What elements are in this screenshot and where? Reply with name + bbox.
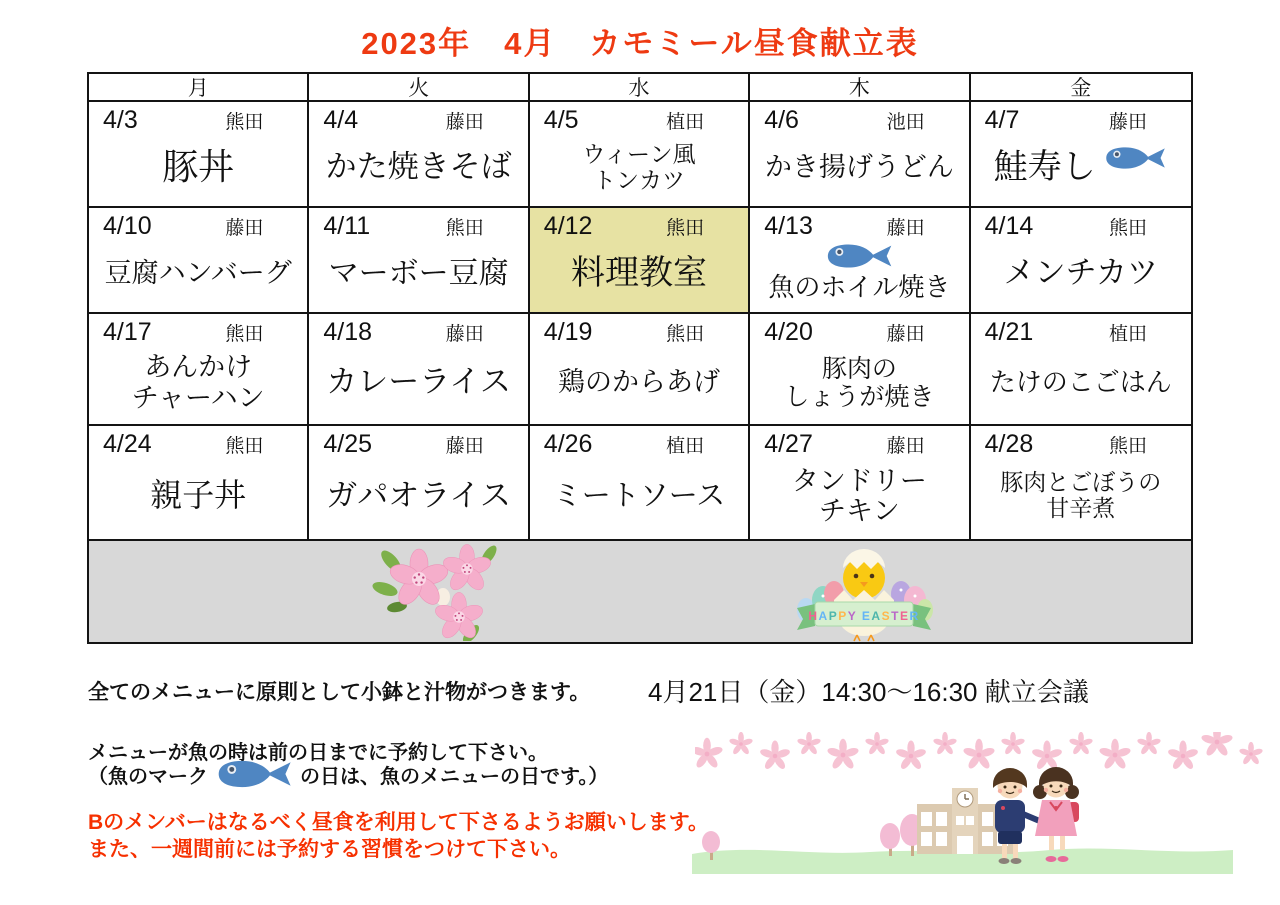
day-header-wed: 水 <box>530 74 750 102</box>
cell-menu: 鶏のからあげ <box>557 367 720 398</box>
cell-teacher: 植田 <box>1108 324 1147 345</box>
cell-teacher: 藤田 <box>445 324 484 345</box>
cell-date: 4/18 <box>323 318 373 346</box>
cell-menu: 魚のホイル焼き <box>750 241 968 312</box>
menu-cell-4-27 <box>750 426 970 541</box>
note-fish-reserve: メニューが魚の時は前の日までに予約して下さい。 <box>88 742 548 764</box>
day-header-thu: 木 <box>750 74 970 102</box>
cell-date: 4/7 <box>984 106 1020 134</box>
cell-menu: ミートソース <box>552 479 726 512</box>
cell-date: 4/26 <box>543 430 593 458</box>
cell-date: 4/19 <box>543 318 593 346</box>
cell-teacher: 熊田 <box>666 324 705 345</box>
cell-menu: タンドリー チキン <box>791 465 927 526</box>
cell-teacher: 植田 <box>666 436 705 457</box>
note-fish-mark: （魚のマーク の日は、魚のメニューの日です。） <box>88 757 608 791</box>
menu-cell-4-3 <box>89 102 309 208</box>
school-children-illustration <box>690 758 1250 888</box>
menu-cell-4-11 <box>309 208 529 314</box>
menu-calendar <box>87 72 1193 644</box>
cell-date: 4/25 <box>323 430 373 458</box>
cell-date: 4/6 <box>764 106 799 134</box>
menu-cell-4-19 <box>530 314 750 426</box>
cell-teacher: 藤田 <box>886 218 925 239</box>
menu-cell-4-24 <box>89 426 309 541</box>
cell-menu: マーボー豆腐 <box>328 256 509 290</box>
cell-teacher: 熊田 <box>1108 436 1147 457</box>
happy-easter-chick-icon <box>789 542 939 642</box>
decoration-band <box>89 541 1191 642</box>
cell-date: 4/17 <box>103 318 152 346</box>
cell-menu: 料理教室 <box>570 254 707 293</box>
cell-date: 4/24 <box>103 430 152 458</box>
cell-teacher: 熊田 <box>1108 218 1147 239</box>
day-header-tue: 火 <box>309 74 529 102</box>
cell-teacher: 藤田 <box>886 436 925 457</box>
cell-teacher: 熊田 <box>666 218 705 239</box>
cell-date: 4/11 <box>323 212 371 240</box>
cell-menu: 豚丼 <box>162 146 235 188</box>
note-request-line1: Bのメンバーはなるべく昼食を利用して下さるようお願いします。 <box>88 811 710 834</box>
cell-teacher: 藤田 <box>225 218 264 239</box>
menu-cell-4-14 <box>971 208 1191 314</box>
cell-menu: 豆腐ハンバーグ <box>104 258 292 289</box>
cell-menu: ガパオライス <box>326 477 511 513</box>
menu-cell-4-18 <box>309 314 529 426</box>
menu-cell-4-7 <box>971 102 1191 208</box>
menu-cell-4-26 <box>530 426 750 541</box>
cell-menu: ウィーン風 トンカツ <box>582 140 696 193</box>
cell-menu: 豚肉とごぼうの 甘辛煮 <box>1000 469 1162 521</box>
menu-cell-4-5 <box>530 102 750 208</box>
note-meeting: 4月21日（金）14:30～16:30 献立会議 <box>648 677 1089 707</box>
cell-teacher: 藤田 <box>445 112 484 133</box>
fish-icon <box>212 757 296 791</box>
cell-date: 4/28 <box>984 430 1034 458</box>
cell-date: 4/3 <box>103 106 138 134</box>
cell-date: 4/20 <box>764 318 813 346</box>
cell-date: 4/10 <box>103 212 152 240</box>
cell-date: 4/27 <box>764 430 813 458</box>
menu-cell-4-10 <box>89 208 309 314</box>
cell-teacher: 藤田 <box>1108 112 1147 133</box>
cell-teacher: 熊田 <box>445 218 484 239</box>
cell-teacher: 熊田 <box>225 324 264 345</box>
note-side-dish: 全てのメニューに原則として小鉢と汁物がつきます。 <box>88 681 591 704</box>
menu-cell-4-20 <box>750 314 970 426</box>
cell-date: 4/13 <box>764 212 813 240</box>
menu-cell-4-13 <box>750 208 970 314</box>
cell-date: 4/5 <box>543 106 579 134</box>
cell-menu: 鮭寿し <box>971 135 1191 206</box>
menu-cell-4-25 <box>309 426 529 541</box>
cell-date: 4/21 <box>984 318 1034 346</box>
cell-teacher: 藤田 <box>886 324 925 345</box>
fish-icon <box>822 241 896 271</box>
note-request-line2: また、一週間前には予約する習慣をつけて下さい。 <box>88 838 571 861</box>
menu-cell-4-21 <box>971 314 1191 426</box>
cell-menu: たけのこごはん <box>989 366 1172 397</box>
fish-icon <box>1102 144 1168 172</box>
cell-teacher: 植田 <box>666 112 705 133</box>
cell-date: 4/12 <box>543 212 593 240</box>
cell-menu: あんかけ チャーハン <box>131 352 265 413</box>
cell-menu: かき揚げうどん <box>764 152 954 183</box>
cell-teacher: 池田 <box>886 112 925 133</box>
cell-menu: メンチカツ <box>1003 255 1158 291</box>
cell-menu: 親子丼 <box>150 477 247 514</box>
cherry-blossom-icon <box>367 541 507 641</box>
cell-teacher: 熊田 <box>225 112 264 133</box>
easter-banner-text: HAPPY EASTER <box>808 609 920 623</box>
cell-teacher: 熊田 <box>225 436 264 457</box>
menu-cell-4-6 <box>750 102 970 208</box>
cell-menu: かた焼きそば <box>325 149 512 185</box>
day-header-mon: 月 <box>89 74 309 102</box>
cell-teacher: 藤田 <box>445 436 484 457</box>
menu-cell-4-4 <box>309 102 529 208</box>
girl-figure <box>1033 767 1079 862</box>
menu-cell-4-17 <box>89 314 309 426</box>
day-header-fri: 金 <box>971 74 1191 102</box>
cell-menu: 豚肉の しょうが焼き <box>784 354 935 411</box>
cell-date: 4/4 <box>323 106 359 134</box>
menu-cell-4-28 <box>971 426 1191 541</box>
cell-date: 4/14 <box>984 212 1034 240</box>
menu-cell-4-12-cooking-class <box>530 208 750 314</box>
page-title: 2023年 4月 カモミール昼食献立表 <box>361 26 919 61</box>
cell-menu: カレーライス <box>326 364 511 400</box>
